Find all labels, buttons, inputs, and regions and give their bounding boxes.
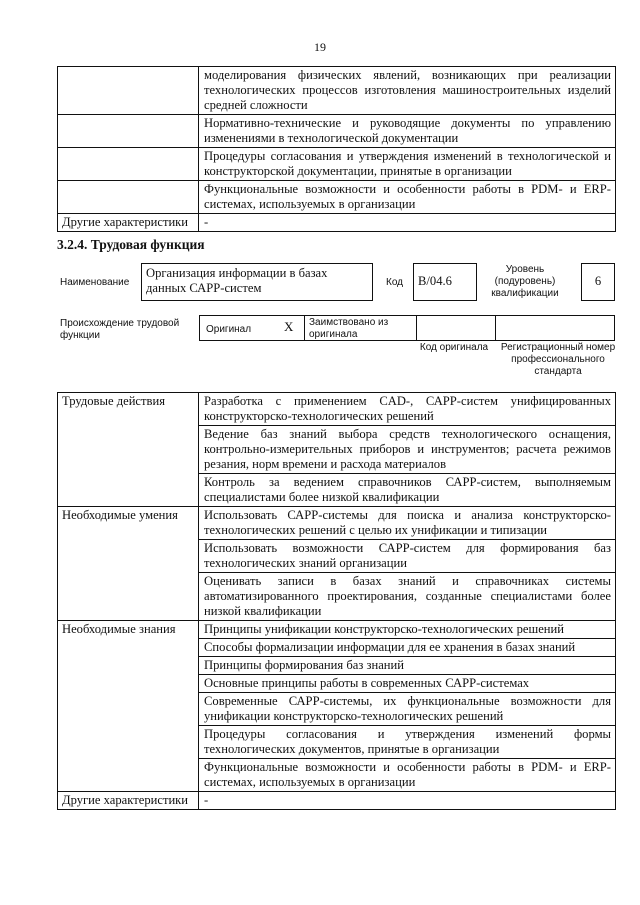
row-content: Функциональные возможности и особенности работы в PDM- и ERP-системах, используемых в организации — [199, 181, 616, 214]
row-content: Использовать возможности САРР-систем для формирования баз технологических знаний организации — [199, 540, 616, 573]
table-row — [58, 792, 616, 810]
row-content: Использовать САРР-системы для поиска и анализа конструкторско-технологических решений с целью их унификации и типизации — [199, 507, 616, 540]
row-content: Нормативно-технические и руководящие документы по управлению изменениями в технологической документации — [199, 115, 616, 148]
row-content: - — [199, 792, 616, 810]
reg-caption: Регистрационный номер профессионального стандарта — [500, 342, 616, 377]
row-content: Разработка с применением CAD-, САРР-систем унифицированных конструкторско-технологических решений — [199, 393, 616, 426]
table-row — [58, 393, 616, 426]
original-label: Оригинал — [206, 324, 252, 335]
row-content: Принципы формирования баз знаний — [199, 657, 616, 675]
table-row — [58, 507, 616, 540]
row-content: Ведение баз знаний выбора средств технологического оснащения, контрольно-измерительных приборов и инструментов; расчета режимов резания, норм времени и расхода материалов — [199, 426, 616, 474]
row-content: моделирования физических явлений, возникающих при реализации технологических процессов изготовления машиностроительных изделий средней сложности — [199, 67, 616, 115]
table-row — [58, 214, 616, 232]
original-mark: Х — [284, 319, 294, 334]
origin-label: Происхождение трудовой функции — [60, 318, 180, 341]
group-label: Необходимые умения — [58, 507, 199, 621]
table-row — [58, 67, 616, 115]
row-label — [58, 181, 199, 214]
divider — [495, 316, 496, 340]
origin-box — [199, 315, 615, 341]
row-content: Процедуры согласования и утверждения изменений формы технологических документов, принятые в организации — [199, 726, 616, 759]
function-name: Организация информации в базах данных САРР-систем — [141, 263, 373, 301]
row-content: Контроль за ведением справочников САРР-систем, выполняемым специалистами более низкой квалификации — [199, 474, 616, 507]
page-number: 19 — [314, 40, 326, 54]
row-content: Оценивать записи в базах знаний и справочниках системы автоматизированного проектирования, созданные специалистами более низкой квалификации — [199, 573, 616, 621]
code-caption: Код оригинала — [419, 342, 489, 353]
table-row — [58, 621, 616, 639]
row-label — [58, 115, 199, 148]
row-content: Современные САРР-системы, их функциональные возможности для унификации конструкторско-технологических решений — [199, 693, 616, 726]
row-content: Процедуры согласования и утверждения изменений в технологической и конструкторской документации, принятые в организации — [199, 148, 616, 181]
table-row — [58, 181, 616, 214]
row-content: Способы формализации информации для ее хранения в базах знаний — [199, 639, 616, 657]
row-label — [58, 148, 199, 181]
group-label: Необходимые знания — [58, 621, 199, 792]
level-label: Уровень (подуровень) квалификации — [491, 264, 559, 299]
borrowed-label: Заимствовано из оригинала — [309, 317, 389, 340]
group-label: Трудовые действия — [58, 393, 199, 507]
row-content: - — [199, 214, 616, 232]
row-label — [58, 67, 199, 115]
name-label: Наименование — [60, 277, 130, 288]
table-row — [58, 115, 616, 148]
code-label: Код — [386, 277, 404, 288]
group-label: Другие характеристики — [58, 792, 199, 810]
main-function-table — [57, 392, 616, 810]
divider — [304, 316, 305, 340]
row-content: Функциональные возможности и особенности работы в PDM- и ERP-системах, используемых в организации — [199, 759, 616, 792]
row-content: Принципы унификации конструкторско-технологических решений — [199, 621, 616, 639]
qualification-level: 6 — [581, 263, 615, 301]
top-characteristics-table — [57, 66, 616, 232]
divider — [416, 316, 417, 340]
table-row — [58, 148, 616, 181]
row-content: Основные принципы работы в современных САРР-системах — [199, 675, 616, 693]
section-title: 3.2.4. Трудовая функция — [57, 237, 205, 252]
function-code: В/04.6 — [413, 263, 477, 301]
row-label: Другие характеристики — [58, 214, 199, 232]
